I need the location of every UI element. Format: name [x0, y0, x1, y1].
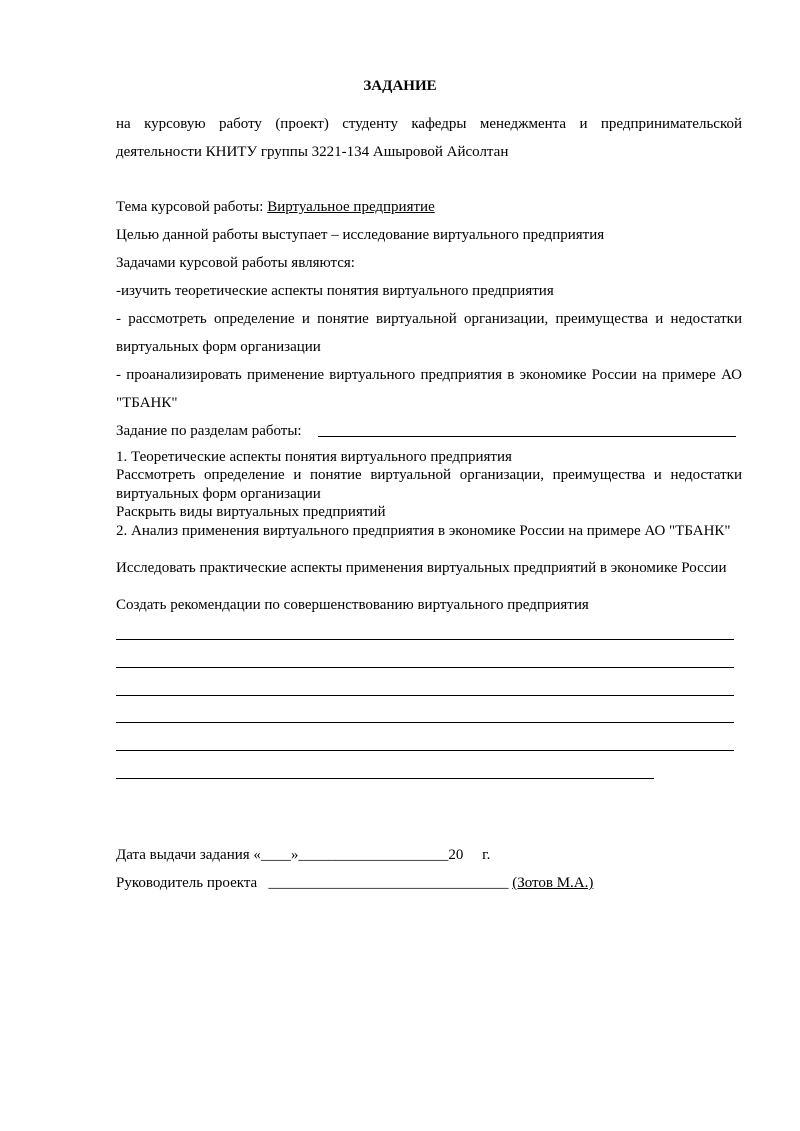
blank-line — [116, 667, 734, 668]
task-item: - рассмотреть определение и понятие виртуальной организации, преимущества и недостатки виртуальных форм организации — [116, 311, 742, 355]
supervisor-line — [116, 873, 593, 893]
sections-blank-line — [318, 436, 736, 437]
topic-line — [116, 193, 742, 221]
goal-line: Целью данной работы выступает – исследование виртуального предприятия — [116, 227, 605, 243]
blank-line — [116, 778, 654, 779]
supervisor-name: (Зотов М.А.) — [512, 875, 594, 891]
document-title: ЗАДАНИЕ — [363, 78, 437, 94]
topic-value: Виртуальное предприятие — [267, 199, 435, 215]
blank-line — [116, 695, 734, 696]
sections-label: Задание по разделам работы: — [116, 423, 302, 439]
section-item: Рассмотреть определение и понятие виртуальной организации, преимущества и недостатки виртуальных форм организации — [116, 467, 742, 502]
section-item: 2. Анализ применения виртуального предприятия в экономике России на примере АО "ТБАНК" — [116, 523, 731, 539]
tasks-label: Задачами курсовой работы являются: — [116, 255, 355, 271]
task-item: -изучить теоретические аспекты понятия виртуального предприятия — [116, 283, 554, 299]
issue-date-year: 20 — [448, 847, 464, 863]
issue-date-suffix: г. — [482, 847, 491, 863]
issue-date-month-blank: ____________________ — [298, 847, 449, 863]
section-item: Создать рекомендации по совершенствованию виртуального предприятия — [116, 597, 589, 613]
blank-line — [116, 722, 734, 723]
section-item: 1. Теоретические аспекты понятия виртуального предприятия — [116, 449, 512, 465]
issue-date-day-blank: ____ — [260, 847, 291, 863]
issue-date-label: Дата выдачи задания « — [116, 847, 261, 863]
supervisor-label: Руководитель проекта — [116, 875, 258, 891]
topic-label: Тема курсовой работы: — [116, 199, 268, 215]
intro-paragraph: на курсовую работу (проект) студенту кафедры менеджмента и предпринимательской деятельности КНИТУ группы 3221-134 Ашыровой Айсолтан — [116, 116, 742, 160]
task-item: - проанализировать применение виртуального предприятия в экономике России на примере АО "ТБАНК" — [116, 367, 742, 411]
blank-line — [116, 639, 734, 640]
section-item: Исследовать практические аспекты применения виртуальных предприятий в экономике России — [116, 560, 727, 576]
issue-date-line — [116, 845, 490, 865]
issue-date-mid: » — [290, 847, 299, 863]
supervisor-signature-blank: ________________________________ — [268, 875, 509, 891]
section-item: Раскрыть виды виртуальных предприятий — [116, 504, 386, 520]
blank-line — [116, 750, 734, 751]
